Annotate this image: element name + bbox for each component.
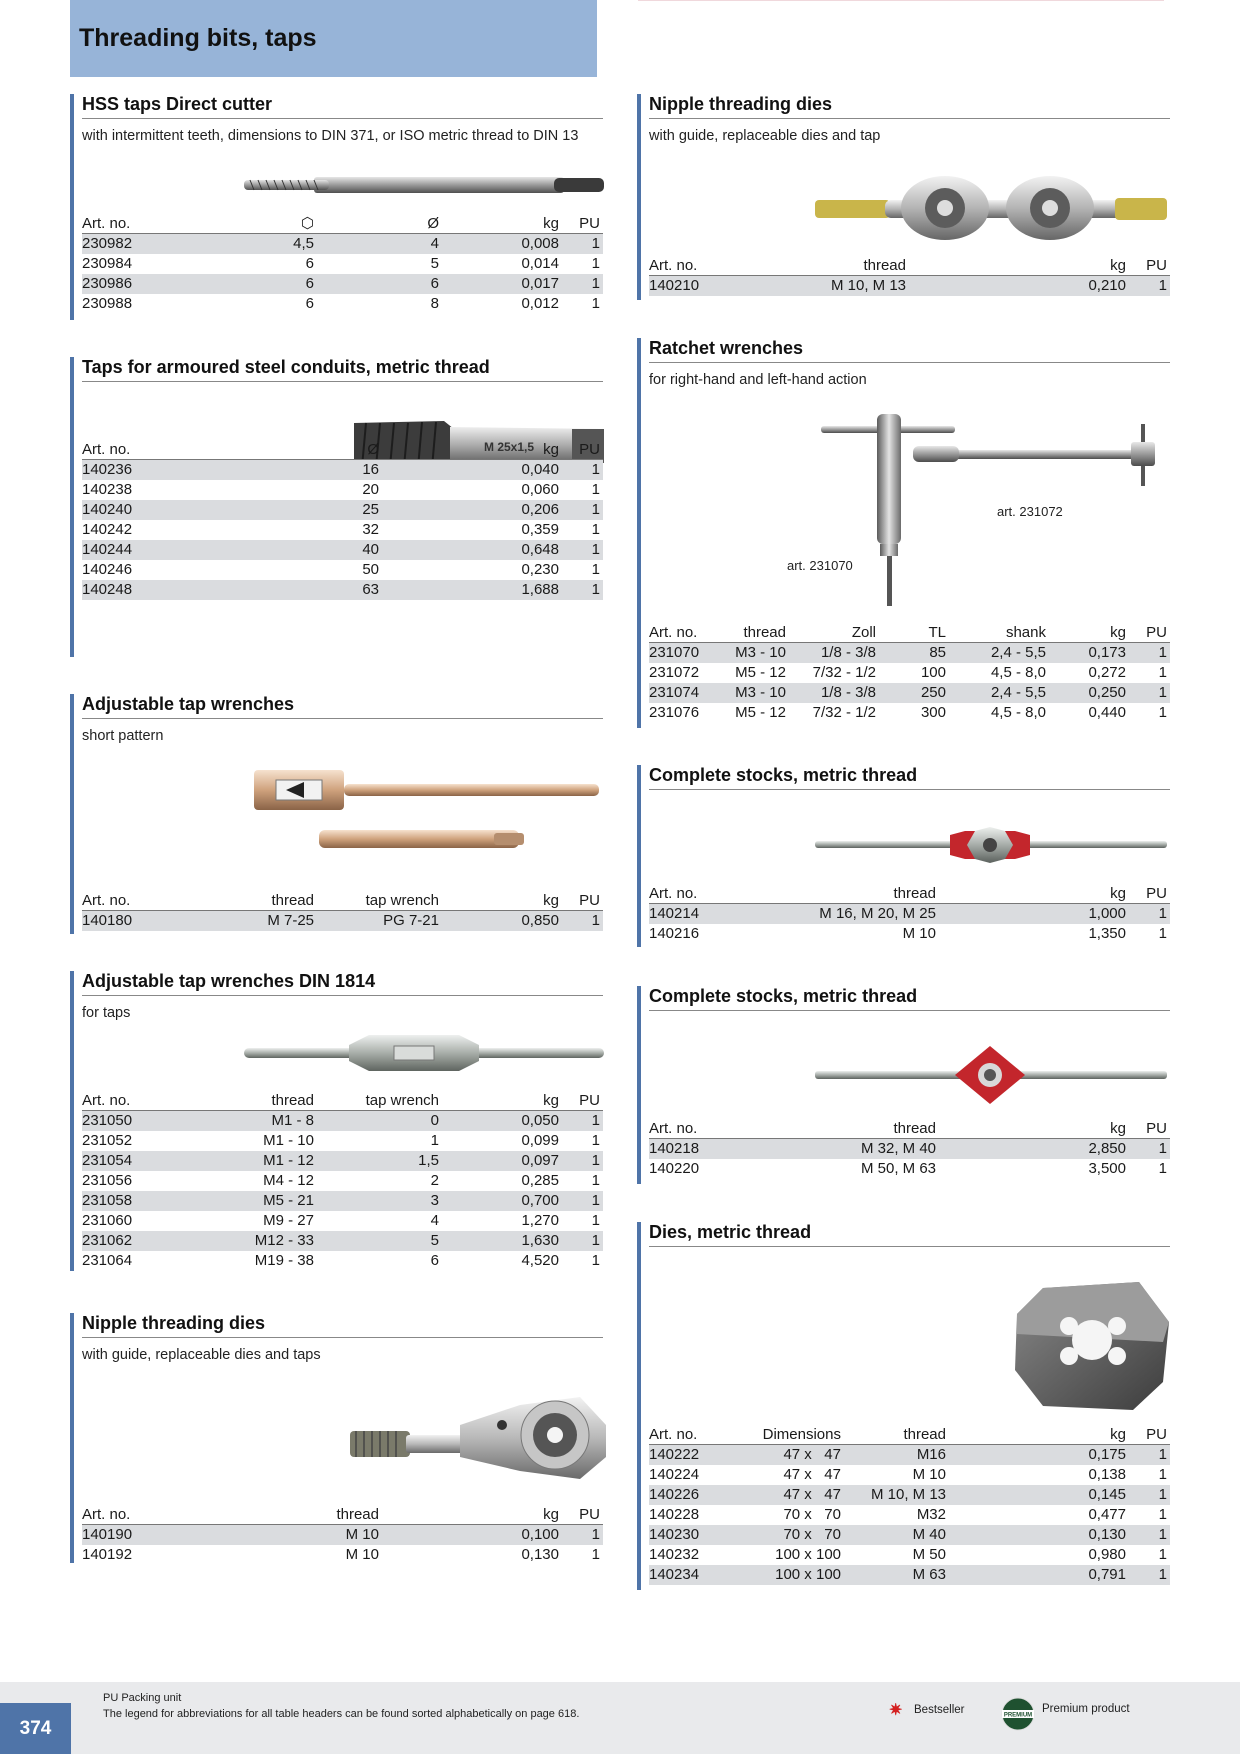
table-row: 140242 32 0,359 1 — [82, 521, 600, 538]
col-thread: thread — [844, 1426, 949, 1445]
section-subtitle: short pattern — [82, 728, 164, 744]
table-row: 231070 M3 - 10 1/8 - 3/8 85 2,4 - 5,5 0,173 1 — [649, 643, 1170, 664]
section-subtitle: for taps — [82, 1005, 131, 1021]
col-kg: kg — [442, 892, 562, 911]
section-dies — [637, 1222, 1170, 1590]
top-rule — [638, 0, 1164, 1]
table-row: 230988 6 8 0,012 1 — [82, 295, 600, 312]
col-thread: thread — [769, 885, 939, 904]
table-row: 231076 M5 - 12 7/32 - 1/2 300 4,5 - 8,0 0,440 1 — [649, 704, 1167, 721]
col-kg: kg — [382, 441, 562, 460]
section-rule — [649, 789, 1170, 790]
table-row: 140210 M 10, M 13 0,210 1 — [649, 276, 1170, 297]
col-art-no: Art. no. — [82, 892, 202, 911]
nipple-die-image — [350, 1395, 606, 1479]
col-dimensions: Dimensions — [734, 1426, 844, 1445]
col-thread: thread — [769, 1120, 939, 1139]
section-title: Adjustable tap wrenches — [82, 694, 295, 714]
section-adjustable-tap-wrenches — [70, 694, 603, 934]
bestseller-label: Bestseller — [914, 1704, 965, 1716]
section-subtitle: with intermittent teeth, dimensions to DIN 371, or ISO metric thread to DIN 13 — [82, 128, 579, 144]
col-pu: PU — [1129, 257, 1170, 276]
page-number: 374 — [0, 1703, 71, 1754]
caption-art-231070: art. 231070 — [787, 558, 853, 573]
table-row: 140240 25 0,206 1 — [82, 500, 603, 520]
col-pu: PU — [562, 1506, 603, 1525]
nipple-left-table — [82, 1506, 603, 1565]
col-art-no: Art. no. — [649, 1426, 734, 1445]
nipple-die-double-image — [815, 174, 1167, 244]
table-row: 140218 M 32, M 40 2,850 1 — [649, 1139, 1170, 1160]
footer-pu-note: PU Packing unit — [103, 1692, 182, 1704]
hss-tap-image — [244, 172, 604, 198]
din1814-wrench-image — [244, 1033, 604, 1073]
table-row: 231062 M12 - 33 5 1,630 1 — [82, 1231, 603, 1251]
col-art-no: Art. no. — [649, 885, 769, 904]
section-rule — [82, 718, 603, 719]
section-subtitle: with guide, replaceable dies and tap — [649, 128, 881, 144]
table-row: 140236 16 0,040 1 — [82, 460, 603, 481]
table-row: 140232 100 x 100 M 50 0,980 1 — [649, 1546, 1167, 1563]
dies-table — [649, 1426, 1170, 1585]
section-rule — [82, 118, 603, 119]
section-rule — [649, 118, 1170, 119]
table-row: 230982 4,5 4 0,008 1 — [82, 234, 603, 255]
table-row: 140246 50 0,230 1 — [82, 561, 600, 578]
table-row: 140216 M 10 1,350 1 — [649, 925, 1167, 942]
section-nipple-dies-left — [70, 1313, 603, 1563]
table-row: 231058 M5 - 21 3 0,700 1 — [82, 1191, 603, 1211]
section-ratchet-wrenches — [637, 338, 1170, 728]
section-title: Nipple threading dies — [82, 1313, 266, 1333]
section-title: Complete stocks, metric thread — [649, 986, 918, 1006]
footer-legend-note: The legend for abbreviations for all table headers can be found sorted alphabetically on page 618. — [103, 1708, 580, 1720]
section-armoured-taps — [70, 357, 603, 657]
section-rule — [82, 995, 603, 996]
table-row: 140190 M 10 0,100 1 — [82, 1525, 603, 1546]
section-complete-stocks-2 — [637, 986, 1170, 1184]
col-pu: PU — [1129, 1426, 1170, 1445]
col-pu: PU — [1129, 885, 1170, 904]
stock-image-2 — [815, 1046, 1167, 1108]
table-row: 231054 M1 - 12 1,5 0,097 1 — [82, 1151, 603, 1171]
section-subtitle: for right-hand and left-hand action — [649, 372, 867, 388]
premium-badge-icon — [1001, 1697, 1035, 1736]
adjustable-table — [82, 892, 603, 931]
col-kg: kg — [382, 1506, 562, 1525]
col-diameter: Ø — [317, 215, 442, 234]
die-nut-image — [1013, 1282, 1169, 1410]
col-art-no: Art. no. — [649, 1120, 769, 1139]
table-row: 140244 40 0,648 1 — [82, 540, 603, 560]
page-header — [70, 0, 597, 77]
table-row: 230984 6 5 0,014 1 — [82, 255, 600, 272]
table-row: 231050 M1 - 8 0 0,050 1 — [82, 1111, 603, 1132]
table-row: 231052 M1 - 10 1 0,099 1 — [82, 1132, 600, 1149]
section-nipple-dies-right — [637, 94, 1170, 300]
table-row: 140192 M 10 0,130 1 — [82, 1546, 600, 1563]
table-row: 140238 20 0,060 1 — [82, 481, 600, 498]
adjustable-wrench-image — [254, 766, 604, 861]
section-title: Adjustable tap wrenches DIN 1814 — [82, 971, 376, 991]
section-rule — [82, 1337, 603, 1338]
table-row: 140224 47 x 47 M 10 0,138 1 — [649, 1466, 1167, 1483]
col-thread: thread — [202, 1506, 382, 1525]
col-thread: thread — [719, 624, 789, 643]
col-tap-wrench: tap wrench — [317, 892, 442, 911]
col-pu: PU — [1129, 1120, 1170, 1139]
section-din1814 — [70, 971, 603, 1271]
section-subtitle: with guide, replaceable dies and taps — [82, 1347, 321, 1363]
section-rule — [649, 1246, 1170, 1247]
table-row: 140220 M 50, M 63 3,500 1 — [649, 1160, 1167, 1177]
table-row: 140226 47 x 47 M 10, M 13 0,145 1 — [649, 1485, 1170, 1505]
col-thread: thread — [202, 892, 317, 911]
section-title: Taps for armoured steel conduits, metric thread — [82, 357, 490, 377]
col-pu: PU — [562, 892, 603, 911]
page-title: Threading bits, taps — [79, 24, 317, 52]
table-row: 140180 M 7-25 PG 7-21 0,850 1 — [82, 911, 603, 932]
table-row: 231060 M9 - 27 4 1,270 1 — [82, 1212, 600, 1229]
bestseller-star-icon: ✷ — [889, 1702, 903, 1719]
col-shank: shank — [949, 624, 1049, 643]
hss-table — [82, 215, 603, 314]
table-row: 231064 M19 - 38 6 4,520 1 — [82, 1252, 600, 1269]
col-pu: PU — [562, 1092, 603, 1111]
section-title: Complete stocks, metric thread — [649, 765, 918, 785]
col-pu: PU — [562, 441, 603, 460]
col-kg: kg — [442, 1092, 562, 1111]
col-thread: thread — [202, 1092, 317, 1111]
col-art-no: Art. no. — [649, 257, 769, 276]
section-title: Dies, metric thread — [649, 1222, 812, 1242]
ratchet-table — [649, 624, 1170, 723]
col-pu: PU — [562, 215, 603, 234]
col-zoll: Zoll — [789, 624, 879, 643]
col-kg: kg — [442, 215, 562, 234]
section-title: HSS taps Direct cutter — [82, 94, 273, 114]
table-row: 231072 M5 - 12 7/32 - 1/2 100 4,5 - 8,0 0,272 1 — [649, 664, 1167, 681]
table-row: 140234 100 x 100 M 63 0,791 1 — [649, 1565, 1170, 1585]
table-row: 140222 47 x 47 M16 0,175 1 — [649, 1445, 1170, 1466]
svg-text:PREMIUM: PREMIUM — [1003, 1712, 1033, 1719]
section-title: Ratchet wrenches — [649, 338, 804, 358]
col-thread: thread — [769, 257, 909, 276]
table-row: 230986 6 6 0,017 1 — [82, 274, 603, 294]
section-complete-stocks-1 — [637, 765, 1170, 947]
stocks1-table — [649, 885, 1170, 944]
stocks2-table — [649, 1120, 1170, 1179]
armoured-table — [82, 441, 603, 600]
stock-image-1 — [815, 827, 1167, 863]
col-kg: kg — [1049, 624, 1129, 643]
section-rule — [649, 362, 1170, 363]
section-rule — [649, 1010, 1170, 1011]
section-title: Nipple threading dies — [649, 94, 833, 114]
table-row: 140228 70 x 70 M32 0,477 1 — [649, 1506, 1167, 1523]
col-kg: kg — [949, 1426, 1129, 1445]
col-kg: kg — [939, 1120, 1129, 1139]
section-hss-taps — [70, 94, 603, 320]
col-diameter: Ø — [202, 441, 382, 460]
table-row: 140230 70 x 70 M 40 0,130 1 — [649, 1525, 1170, 1545]
din1814-table — [82, 1092, 603, 1271]
col-art-no: Art. no. — [82, 215, 202, 234]
premium-product-label: Premium product — [1042, 1703, 1130, 1715]
col-art-no: Art. no. — [82, 1092, 202, 1111]
caption-art-231072: art. 231072 — [997, 504, 1063, 519]
nipple-right-table — [649, 257, 1170, 296]
ratchet-wrench-image — [821, 406, 1165, 606]
table-row: 231056 M4 - 12 2 0,285 1 — [82, 1172, 600, 1189]
table-row: 140214 M 16, M 20, M 25 1,000 1 — [649, 904, 1170, 925]
col-tap-wrench: tap wrench — [317, 1092, 442, 1111]
section-rule — [82, 381, 603, 382]
col-kg: kg — [939, 885, 1129, 904]
armoured-marking-text: M 25x1,5 — [484, 440, 535, 454]
col-art-no: Art. no. — [82, 441, 202, 460]
col-tl: TL — [879, 624, 949, 643]
col-art-no: Art. no. — [649, 624, 719, 643]
col-art-no: Art. no. — [82, 1506, 202, 1525]
table-row: 231074 M3 - 10 1/8 - 3/8 250 2,4 - 5,5 0,250 1 — [649, 683, 1170, 703]
col-kg: kg — [909, 257, 1129, 276]
table-row: 140248 63 1,688 1 — [82, 580, 603, 600]
col-pu: PU — [1129, 624, 1170, 643]
col-hex-icon: ⬡ — [202, 215, 317, 234]
